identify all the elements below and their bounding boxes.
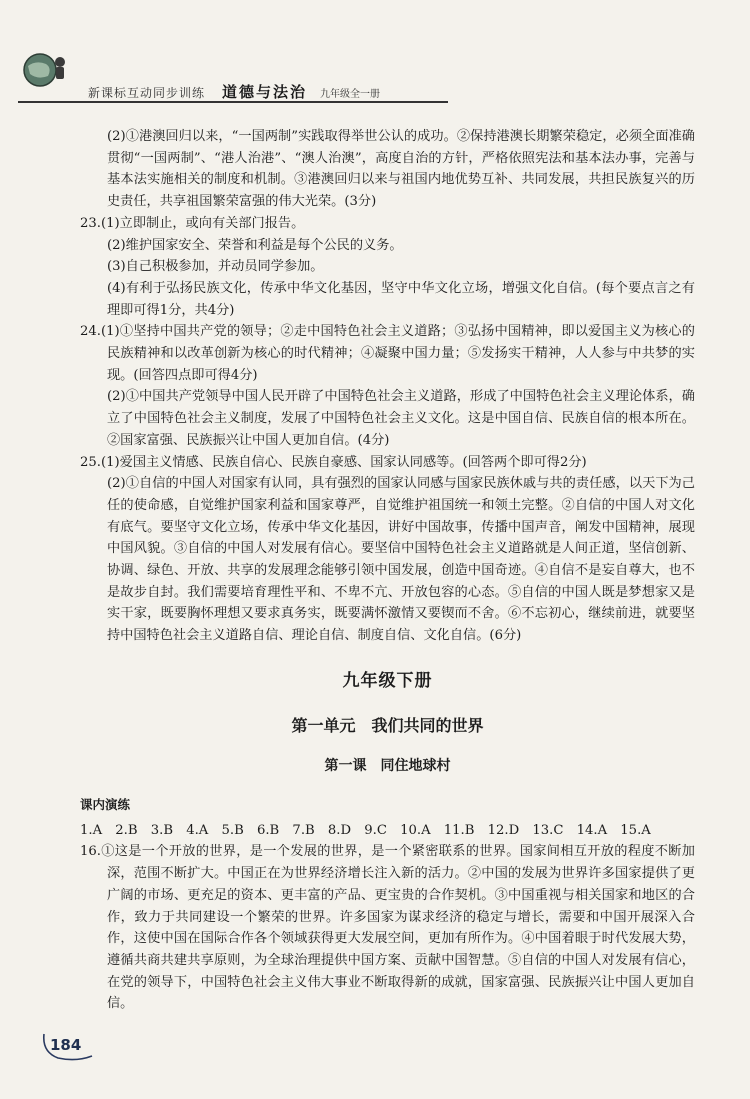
page-body <box>80 126 695 1015</box>
answer-paragraph: (2)①自信的中国人对国家有认同，具有强烈的国家认同感与国家民族休戚与共的责任感，以天下为己任的使命感，自觉维护国家利益和国家尊严，自觉维护祖国统一和领土完整。②自信的中国人对文化有底气。要坚守文化立场，传承中华文化基因，讲好中国故事，传播中国声音，阐发中国精神，展现中国风貌。③自信的中国人对发展有信心。要坚信中国特色社会主义道路就是人间正道，坚信创新、协调、绿色、开放、共享的发展理念能够引领中国发展，创造中国奇迹。④自信不是妄自尊大，也不是故步自封。我们需要培育理性平和、不卑不亢、开放包容的心态。⑤自信的中国人既是梦想家又是实干家，既要胸怀理想又要求真务实，既要满怀激情又要锲而不舍。⑥不忘初心，继续前进，就要坚持中国特色社会主义道路自信、理论自信、制度自信、文化自信。(6分) <box>107 476 695 644</box>
answer-paragraph: 25.(1)爱国主义情感、民族自信心、民族自豪感、国家认同感等。(回答两个即可得2分) <box>80 454 587 470</box>
lesson-title: 第一课 同住地球村 <box>324 758 451 775</box>
answer-paragraph: (4)有利于弘扬民族文化，传承中华文化基因，坚守中华文化立场，增强文化自信。(每个要点言之有理即可得1分，共4分) <box>107 280 695 318</box>
page-number: 184 <box>50 1036 82 1054</box>
answer-paragraph: 23.(1)立即制止，或向有关部门报告。 <box>80 215 305 231</box>
series-name: 新课标互动同步训练 <box>88 86 206 100</box>
answer-paragraph: (2)维护国家安全、荣誉和利益是每个公民的义务。 <box>107 237 403 253</box>
unit-title: 第一单元 我们共同的世界 <box>291 715 484 735</box>
subject-title: 道德与法治 <box>222 83 308 101</box>
answer-paragraph: 24.(1)①坚持中国共产党的领导；②走中国特色社会主义道路；③弘扬中国精神，即以爱国主义为核心的民族精神和以改革创新为核心的时代精神；④凝聚中国力量；⑤发扬实干精神，人人参与中共梦的实现。(回答四点即可得4分) <box>80 324 695 383</box>
volume-title: 九年级下册 <box>342 670 433 691</box>
section-heading: 课内演练 <box>80 796 131 812</box>
answer-paragraph: (3)自己积极参加，并动员同学参加。 <box>107 259 324 275</box>
answer-paragraph: (2)①港澳回归以来，“一国两制”实践取得举世公认的成功。②保持港澳长期繁荣稳定，必须全面准确贯彻“一国两制”、“港人治港”、“澳人治澳”，高度自治的方针，严格依照宪法和基本法办事，完善与基本法实施相关的制度和机制。③港澳回归以来与祖国内地优势互补、共同发展，共担民族复兴的历史责任，共享祖国繁荣富强的伟大光荣。(3分) <box>107 129 695 210</box>
page-header <box>0 0 750 110</box>
answer-key-line: 1.A 2.B 3.B 4.A 5.B 6.B 7.B 8.D 9.C 10.A 11.B 12.D 13.C 14.A 15.A <box>80 822 651 838</box>
grade-label: 九年级全一册 <box>320 89 380 100</box>
answer-paragraph: 16.①这是一个开放的世界，是一个发展的世界，是一个紧密联系的世界。国家间相互开放的程度不断加深，范围不断扩大。中国正在为世界经济增长注入新的活力。②中国的发展为世界许多国家提供了更广阔的市场、更充足的资本、更丰富的产品、更宝贵的合作契机。③中国重视与相关国家和地区的合作，致力于共同建设一个繁荣的世界。许多国家为谋求经济的稳定与增长，需要和中国开展深入合作，这使中国在国际合作各个领域获得更大发展空间，更加有所作为。④中国着眼于时代发展大势，遵循共商共建共享原则，为全球治理提供中国方案、贡献中国智慧。⑤自信的中国人对发展有信心，在党的领导下，中国特色社会主义伟大事业不断取得新的成就，国家富强、民族振兴让中国人更加自信。 <box>80 844 695 1012</box>
answer-paragraph: (2)①中国共产党领导中国人民开辟了中国特色社会主义道路，形成了中国特色社会主义理论体系，确立了中国特色社会主义制度，发展了中国特色社会主义文化。这是中国自信、民族自信的根本所在。②国家富强、民族振兴让中国人更加自信。(4分) <box>107 389 695 448</box>
header-divider <box>18 101 448 103</box>
globe-logo-icon <box>18 50 68 88</box>
